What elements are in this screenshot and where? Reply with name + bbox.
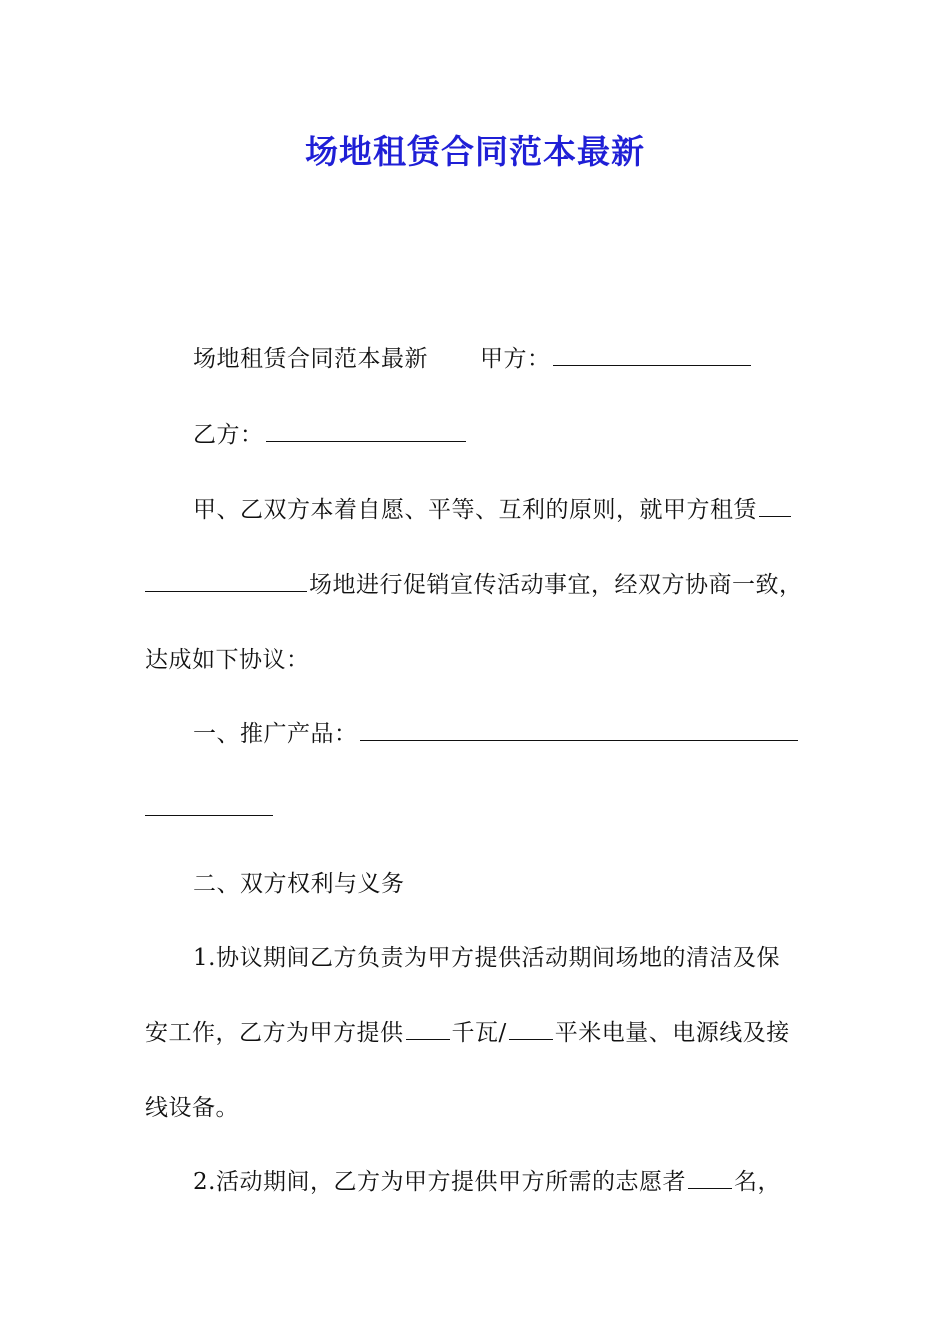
paragraph-text: 千瓦/ (451, 1020, 507, 1046)
section-heading-line (193, 868, 405, 900)
document-title: 场地租赁合同范本最新 (305, 132, 645, 171)
paragraph-line (193, 1166, 781, 1198)
paragraph-line (145, 569, 803, 601)
party-b-line (193, 419, 468, 451)
venue-blank-start (759, 494, 791, 517)
party-a-label: 甲方： (480, 346, 551, 372)
paragraph-line (193, 942, 780, 974)
blank-line (145, 793, 275, 825)
paragraph-text: 安工作，乙方为甲方提供 (145, 1020, 404, 1046)
square-meter-blank (509, 1017, 553, 1040)
party-a-blank (553, 343, 751, 366)
paragraph-line (145, 1092, 239, 1124)
paragraph-text: 场地进行促销宣传活动事宜，经双方协商一致， (309, 572, 803, 598)
section-heading: 二、双方权利与义务 (193, 871, 405, 897)
contract-name-text: 场地租赁合同范本最新 (193, 346, 428, 372)
party-b-label: 乙方： (193, 422, 264, 448)
kilowatt-blank (406, 1017, 450, 1040)
section-heading-line (193, 718, 800, 750)
paragraph-line (193, 494, 793, 526)
venue-blank-end (145, 569, 307, 592)
product-blank (360, 718, 798, 741)
paragraph-text: 线设备。 (145, 1095, 239, 1121)
paragraph-text: 1.协议期间乙方负责为甲方提供活动期间场地的清洁及保 (193, 945, 780, 971)
volunteer-count-blank (688, 1166, 732, 1189)
contract-header-line (193, 343, 753, 375)
product-blank-continued (145, 793, 273, 816)
paragraph-line (145, 644, 310, 676)
party-b-blank (266, 419, 466, 442)
paragraph-text: 达成如下协议： (145, 647, 310, 673)
product-label: 一、推广产品： (193, 721, 358, 747)
paragraph-text: 2.活动期间，乙方为甲方提供甲方所需的志愿者 (193, 1169, 686, 1195)
paragraph-text: 名， (733, 1169, 781, 1195)
paragraph-line (145, 1017, 790, 1049)
paragraph-text: 甲、乙双方本着自愿、平等、互利的原则，就甲方租赁 (193, 497, 757, 523)
paragraph-text: 平米电量、电源线及接 (554, 1020, 790, 1046)
